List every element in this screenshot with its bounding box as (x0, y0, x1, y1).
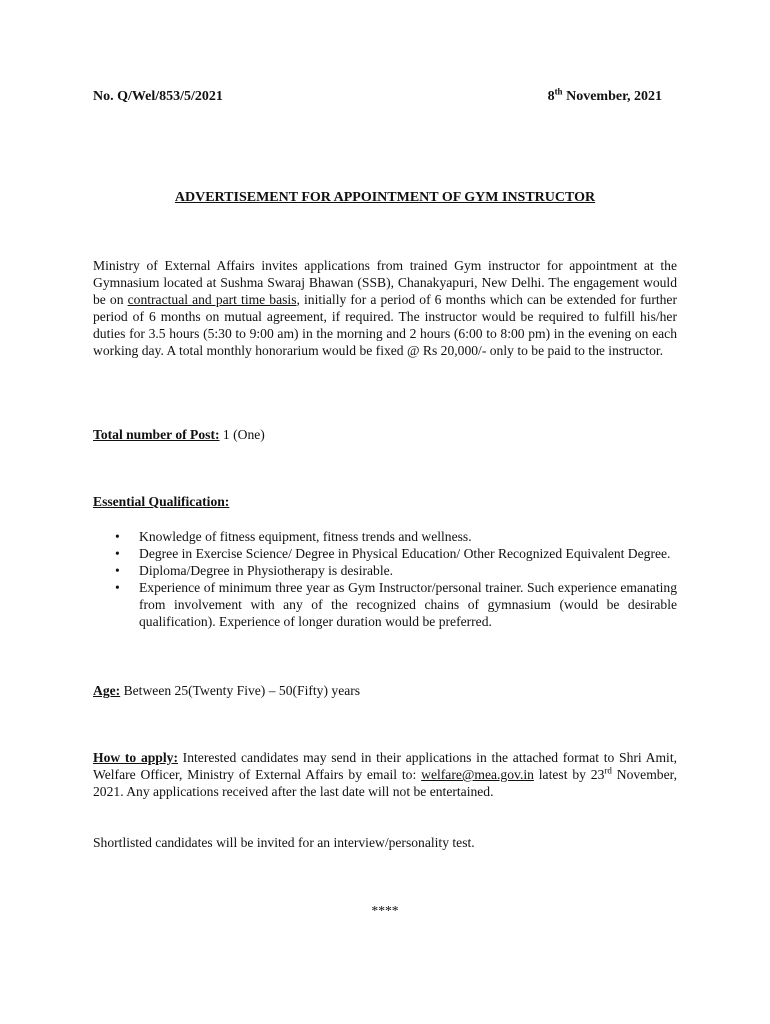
date-suffix: th (554, 86, 563, 97)
bullet-icon: • (115, 529, 120, 544)
how-to-apply-paragraph (93, 749, 677, 800)
intro-text-1: Ministry of External Affairs invites applications from trained Gym instructor for appointment at the Gymnasium located at Sushma Swaraj Bhawan (SSB), Chanakyapuri, New Delhi. The engagement would be on (93, 258, 677, 307)
apply-label: How to apply: (93, 750, 178, 765)
qualification-heading: Essential Qualification: (93, 494, 230, 509)
list-item-text: Knowledge of fitness equipment, fitness trends and wellness. (139, 529, 472, 544)
apply-text-3: November, 2021. Any applications received after the last date will not be entertained. (93, 767, 677, 799)
list-item-text: Experience of minimum three year as Gym Instructor/personal trainer. Such experience emanating from involvement with any of the recognized chains of gymnasium (would be desirable qualification). Experience of longer duration would be preferred. (139, 580, 677, 629)
document-date (548, 88, 662, 105)
posts-line (93, 426, 265, 443)
posts-label: Total number of Post: (93, 427, 220, 442)
intro-underlined: contractual and part time basis (127, 292, 297, 307)
date-day: 8 (547, 89, 555, 104)
list-item (93, 545, 677, 562)
page-title-text: ADVERTISEMENT FOR APPOINTMENT OF GYM INSTRUCTOR (174, 190, 596, 205)
age-line (93, 682, 360, 699)
intro-text-2: , initially for a period of 6 months which can be extended for further period of 6 months on mutual agreement, if required. The instructor would be required to fulfill his/her duties for 3.5 hours (5:30 to 9:00 am) in the morning and 2 hours (6:00 to 8:00 pm) in the evening on each working day. A total monthly honorarium would be fixed @ Rs 20,000/- only to be paid to the instructor. (93, 292, 677, 358)
end-mark: **** (371, 903, 399, 918)
bullet-icon: • (115, 563, 120, 578)
page-title (0, 189, 770, 206)
email-link[interactable]: welfare@mea.gov.in (421, 767, 534, 782)
shortlist-note: Shortlisted candidates will be invited for an interview/personality test. (93, 835, 475, 850)
list-item (93, 562, 677, 579)
apply-text-2: latest by 23 (533, 767, 605, 782)
bullet-icon: • (115, 546, 120, 561)
age-label: Age: (93, 683, 121, 698)
list-item-text: Degree in Exercise Science/ Degree in Physical Education/ Other Recognized Equivalent Degree. (139, 546, 671, 561)
apply-text-1: Interested candidates may send in their applications in the attached format to Shri Amit, Welfare Officer, Ministry of External Affairs by email to: (93, 750, 677, 782)
list-item (93, 579, 677, 630)
age-value: Between 25(Twenty Five) – 50(Fifty) years (120, 683, 361, 698)
intro-paragraph (93, 257, 677, 359)
posts-value: 1 (One) (219, 427, 265, 442)
date-month-year: November, 2021 (562, 89, 662, 104)
list-item-text: Diploma/Degree in Physiotherapy is desirable. (139, 563, 394, 578)
apply-date-suffix: rd (604, 765, 612, 776)
list-item (93, 528, 677, 545)
bullet-icon: • (115, 580, 120, 595)
qualification-list (93, 528, 677, 630)
reference-number: No. Q/Wel/853/5/2021 (93, 89, 223, 104)
